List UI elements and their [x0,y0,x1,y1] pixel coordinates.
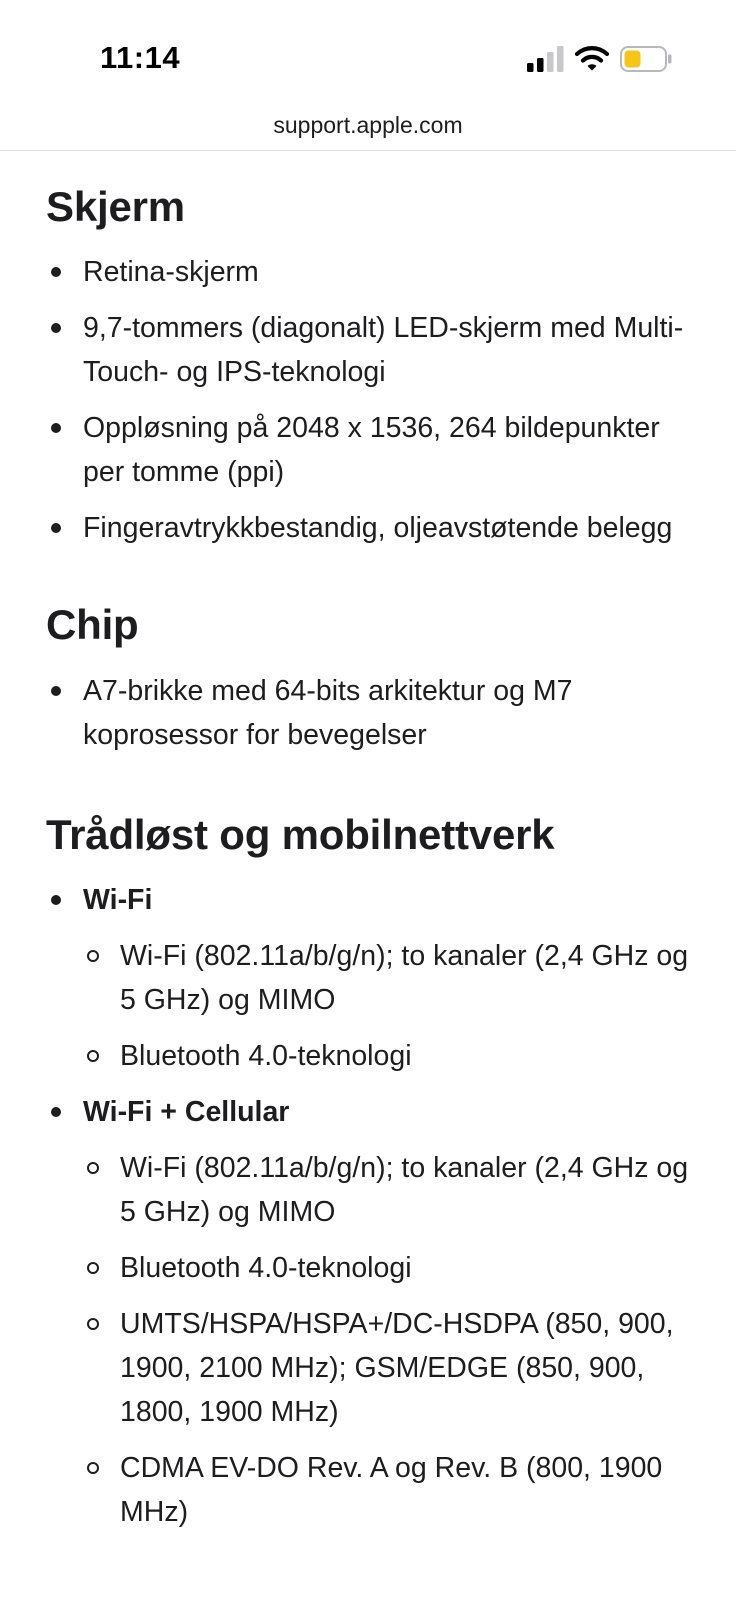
url-text[interactable]: support.apple.com [273,112,463,138]
sublist-item: Bluetooth 4.0-teknologi [83,1246,706,1290]
status-bar [0,0,736,100]
list-item-wifi-cellular [46,1090,706,1534]
wireless-list [46,878,706,1534]
wifi-cellular-sublist [83,1146,706,1534]
list-item: Fingeravtrykkbestandig, oljeavstøtende belegg [46,506,706,550]
sublist-item: CDMA EV-DO Rev. A og Rev. B (800, 1900 MHz) [83,1446,706,1534]
article-content [46,150,706,1546]
section-title-wireless: Trådløst og mobilnettverk [46,810,555,858]
url-bar[interactable] [0,100,736,151]
sublist-item: Wi-Fi (802.11a/b/g/n); to kanaler (2,4 GHz og 5 GHz) og MIMO [83,934,706,1022]
section-chip [46,600,706,756]
wifi-icon [575,44,609,72]
group-label-wifi-cellular: Wi-Fi + Cellular [83,1096,290,1129]
sublist-item: Bluetooth 4.0-teknologi [83,1034,706,1078]
list-item-wifi [46,878,706,1078]
list-item: A7-brikke med 64-bits arkitektur og M7 koprosessor for bevegelser [46,669,706,757]
display-list [46,250,706,550]
section-title-display: Skjerm [46,183,185,230]
list-item: Oppløsning på 2048 x 1536, 264 bildepunkter per tomme (ppi) [46,406,706,494]
chip-list [46,669,706,757]
list-item: 9,7-tommers (diagonalt) LED-skjerm med Multi-Touch- og IPS-teknologi [46,306,706,394]
list-item: Retina-skjerm [46,250,706,294]
status-time: 11:14 [100,40,181,75]
group-label-wifi: Wi-Fi [83,884,153,917]
section-display [46,182,706,550]
battery-icon [620,46,672,72]
section-wireless [46,810,706,1534]
section-title-chip: Chip [46,601,139,649]
wifi-sublist [83,934,706,1078]
sublist-item: Wi-Fi (802.11a/b/g/n); to kanaler (2,4 GHz og 5 GHz) og MIMO [83,1146,706,1234]
cellular-signal-icon [527,46,565,72]
sublist-item: UMTS/HSPA/HSPA+/DC-HSDPA (850, 900, 1900, 2100 MHz); GSM/EDGE (850, 900, 1800, 1900 MHz) [83,1302,706,1434]
